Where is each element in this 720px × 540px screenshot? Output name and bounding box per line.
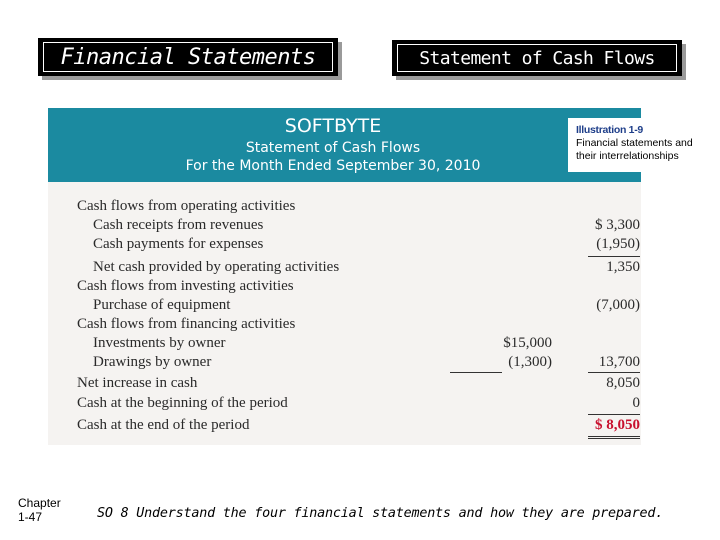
subtotal-rule	[450, 372, 502, 373]
chapter-line: Chapter	[18, 496, 61, 510]
row-amount: 1,350	[606, 259, 640, 275]
ending-cash-amount: $ 8,050	[595, 417, 640, 433]
row-amount-mid: (1,300)	[508, 354, 552, 370]
row-label: Net cash provided by operating activities	[93, 259, 340, 275]
subtotal-rule	[588, 372, 640, 373]
row-label: Investments by owner	[93, 335, 226, 351]
study-objective: SO 8 Understand the four financial statements and how they are prepared.	[97, 506, 664, 521]
company-name: SOFTBYTE	[284, 115, 382, 137]
slide-title: Statement of Cash Flows	[419, 47, 655, 69]
statement-period: For the Month Ended September 30, 2010	[185, 158, 481, 174]
chapter-label	[18, 496, 61, 524]
row-amount: (1,950)	[596, 236, 640, 252]
subtotal-rule	[588, 256, 640, 257]
row-label: Cash payments for expenses	[93, 236, 264, 252]
row-amount: $ 3,300	[595, 217, 640, 233]
section-title-box	[38, 38, 338, 76]
row-label: Net increase in cash	[77, 375, 198, 391]
row-label: Cash receipts from revenues	[93, 217, 264, 233]
row-amount: 0	[632, 395, 640, 411]
row-amount: 8,050	[606, 375, 640, 391]
chapter-page: 1-47	[18, 510, 43, 524]
statement-title: Statement of Cash Flows	[245, 140, 421, 156]
illustration-caption-line: Financial statements and	[576, 137, 693, 149]
statement-banner	[48, 108, 641, 182]
row-amount: (7,000)	[596, 297, 640, 313]
row-amount-mid: $15,000	[503, 335, 552, 351]
row-label: Purchase of equipment	[93, 297, 231, 313]
illustration-caption	[568, 118, 710, 172]
slide-title-box	[392, 40, 682, 76]
total-double-rule	[588, 436, 640, 439]
illustration-title: Illustration 1-9	[576, 124, 643, 136]
row-label: Cash flows from financing activities	[77, 316, 296, 332]
row-label: Cash flows from investing activities	[77, 278, 294, 294]
row-label: Cash at the end of the period	[77, 417, 250, 433]
cash-flow-statement	[48, 108, 641, 445]
illustration-caption-line: their interrelationships	[576, 150, 679, 162]
row-label: Cash flows from operating activities	[77, 198, 296, 214]
row-label: Cash at the beginning of the period	[77, 395, 288, 411]
subtotal-rule	[588, 414, 640, 415]
row-amount: 13,700	[598, 354, 640, 370]
row-label: Drawings by owner	[93, 354, 212, 370]
section-title: Financial Statements	[60, 44, 316, 70]
